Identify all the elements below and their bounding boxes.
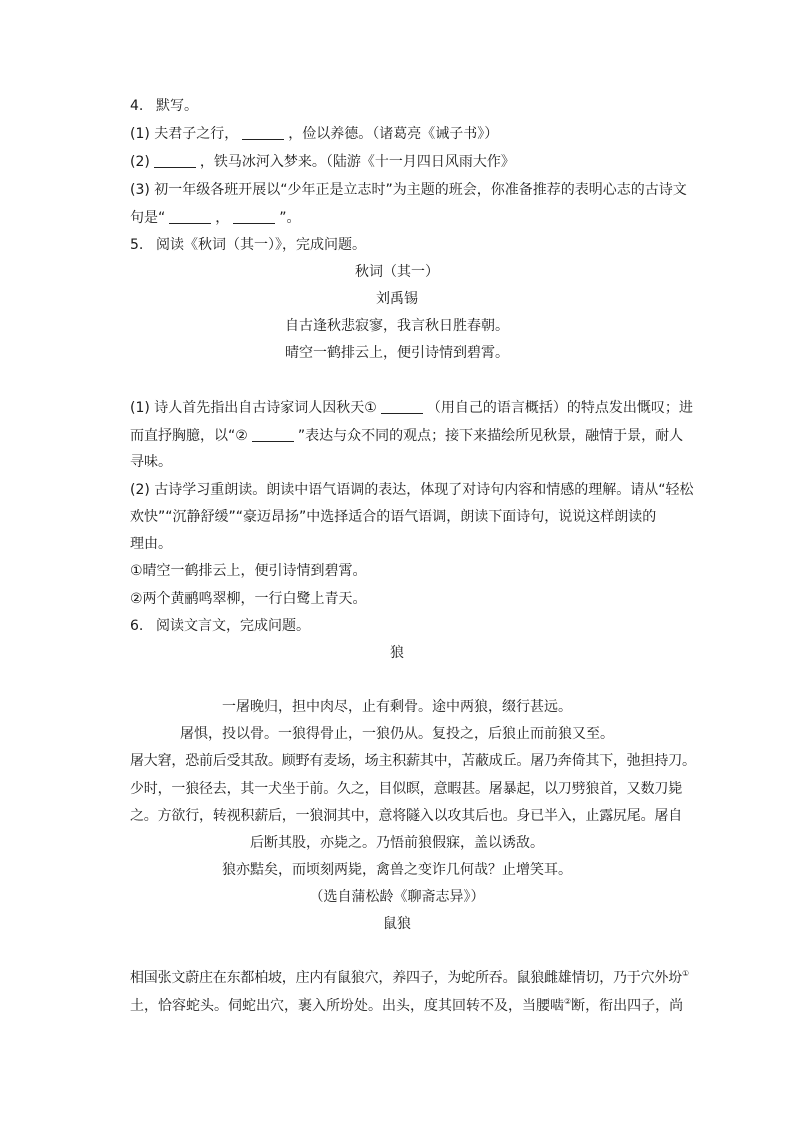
q5-sub2-line1: (2) 古诗学习重朗读。朗读中语气语调的表达，体现了对诗句内容和情感的理解。请从“轻松 <box>130 482 694 498</box>
q6-title: 阅读文言文，完成问题。 <box>156 618 310 634</box>
answer-blank[interactable] <box>154 153 196 168</box>
text1-paragraph: 一屠晚归，担中肉尽，止有剩骨。途中两狼，缀行甚远。 <box>222 699 572 715</box>
text2-line <box>130 968 689 988</box>
q6-number: 6. <box>130 618 144 634</box>
answer-blank[interactable] <box>233 209 275 224</box>
q5-sub1-line2 <box>130 426 683 446</box>
q5-sub2-item1: ①晴空一鹤排云上，便引诗情到碧霄。 <box>130 563 367 579</box>
q4-item3-line1: (3) 初一年级各班开展以“少年正是立志时”为主题的班会，你准备推荐的表明心志的古诗文 <box>130 182 687 198</box>
q5-sub2-item2: ②两个黄鹂鸣翠柳，一行白鹭上青天。 <box>130 591 367 607</box>
poem-author: 刘禹锡 <box>376 291 418 307</box>
text1-source: （选自蒲松龄《聊斋志异》） <box>309 889 485 905</box>
q4-item3-post: ”。 <box>279 210 301 226</box>
poem-line: 晴空一鹤排云上，便引诗情到碧霄。 <box>285 345 509 361</box>
text1-paragraph: 之。方欲行，转视积薪后，一狼洞其中，意将隧入以攻其后也。身已半入，止露尻尾。屠自 <box>130 808 682 824</box>
q5-title: 阅读《秋词（其一）》，完成问题。 <box>156 237 366 253</box>
q4-item3-mid: ， <box>215 210 230 226</box>
text1-paragraph: 狼亦黠矣，而顷刻两毙，禽兽之变诈几何哉？止增笑耳。 <box>222 862 572 878</box>
poem-title: 秋词（其一） <box>355 264 439 280</box>
q5-sub1-post: （用自己的语言概括）的特点发出慨叹；进 <box>426 400 693 416</box>
q4-title: 默写。 <box>156 98 198 114</box>
answer-blank[interactable] <box>242 125 284 140</box>
q6-heading <box>130 616 310 636</box>
text1-paragraph: 屠大窘，恐前后受其敌。顾野有麦场，场主积薪其中，苫蔽成丘。屠乃奔倚其下，弛担持刀。 <box>130 753 696 769</box>
answer-blank[interactable] <box>381 399 423 414</box>
footnote-marker: ① <box>682 969 689 978</box>
q4-item3-line2 <box>130 208 301 228</box>
q5-number: 5. <box>130 237 144 253</box>
text2-line2-text: 土，恰容蛇头。伺蛇出穴，裹入所坋处。出头，度其回转不及，当腰啮 <box>130 998 564 1014</box>
q4-item2-pre: (2) <box>130 154 150 170</box>
text2-title: 鼠狼 <box>383 916 411 932</box>
q4-item2 <box>130 152 515 172</box>
q5-sub1-line2-pre: 而直抒胸臆，以“② <box>130 428 248 444</box>
q5-sub1-line2-post: ”表达与众不同的观点；接下来描绘所见秋景，融情于景，耐人 <box>297 428 684 444</box>
q5-heading <box>130 235 366 255</box>
poem-line: 自古逢秋悲寂寥，我言秋日胜春朝。 <box>285 318 509 334</box>
q5-sub2-line2: 欢快”“沉静舒缓”“豪迈昂扬”中选择适合的语气语调，朗读下面诗句，说说这样朗读的 <box>130 509 657 525</box>
q5-sub1-pre: (1) 诗人首先指出自古诗家词人因秋天① <box>130 400 377 416</box>
footnote-marker: ② <box>564 997 572 1006</box>
text2-line1-text: 相国张文蔚庄在东都柏坡，庄内有鼠狼穴，养四子，为蛇所吞。鼠狼雌雄情切，乃于穴外坋 <box>130 970 682 986</box>
text1-title: 狼 <box>390 645 404 661</box>
q4-item1 <box>130 124 498 144</box>
q5-sub2-line3: 理由。 <box>130 536 172 552</box>
text1-paragraph: 后断其股，亦毙之。乃悟前狼假寐，盖以诱敌。 <box>250 835 544 851</box>
q4-item2-post: ，铁马冰河入梦来。（陆游《十一月四日风雨大作》 <box>199 154 515 170</box>
answer-blank[interactable] <box>252 427 294 442</box>
q4-number: 4. <box>130 98 144 114</box>
q4-item1-pre: (1) 夫君子之行， <box>130 126 239 142</box>
text2-line2-post: 断，衔出四子，尚 <box>571 998 684 1014</box>
q5-sub1-line3: 寻味。 <box>130 454 172 470</box>
q5-sub1-line1 <box>130 398 693 418</box>
text2-line <box>130 996 683 1016</box>
answer-blank[interactable] <box>169 209 211 224</box>
text1-paragraph: 少时，一狼径去，其一犬坐于前。久之，目似瞑，意暇甚。屠暴起，以刀劈狼首，又数刀毙 <box>130 781 682 797</box>
q4-item1-post: ，俭以养德。（诸葛亮《诫子书》） <box>288 126 499 142</box>
q4-heading <box>130 96 198 116</box>
q4-item3-pre: 句是“ <box>130 210 166 226</box>
text1-paragraph: 屠惧，投以骨。一狼得骨止，一狼仍从。复投之，后狼止而前狼又至。 <box>180 726 614 742</box>
